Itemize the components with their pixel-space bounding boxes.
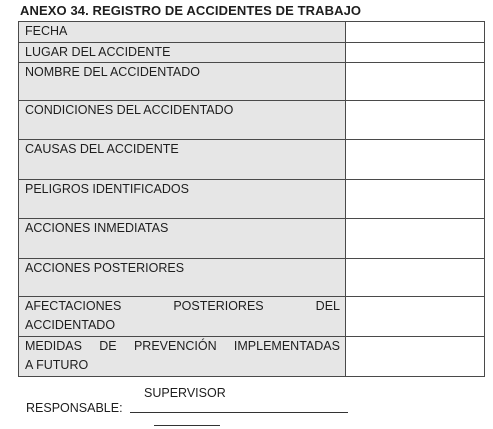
field-label-acciones-inmediatas: ACCIONES INMEDIATAS [19, 219, 346, 259]
label-word: DEL [315, 299, 340, 313]
accident-register-table [18, 21, 485, 377]
field-label-acciones-posteriores: ACCIONES POSTERIORES [19, 259, 346, 297]
label-word: IMPLEMENTADAS [233, 339, 340, 353]
field-value-peligros[interactable] [346, 180, 485, 219]
signature-title: SUPERVISOR [144, 386, 226, 400]
field-value-lugar[interactable] [346, 43, 485, 63]
field-label-condiciones: CONDICIONES DEL ACCIDENTADO [19, 101, 346, 140]
field-value-nombre[interactable] [346, 63, 485, 101]
field-value-fecha[interactable] [346, 22, 485, 43]
signature-label: RESPONSABLE: [26, 401, 123, 415]
field-value-acciones-posteriores[interactable] [346, 259, 485, 297]
field-label-medidas [19, 337, 346, 377]
table-row [19, 219, 485, 259]
field-label-nombre: NOMBRE DEL ACCIDENTADO [19, 63, 346, 101]
field-value-condiciones[interactable] [346, 101, 485, 140]
table-row [19, 101, 485, 140]
label-word: DE [99, 339, 117, 353]
field-label-afectaciones [19, 297, 346, 337]
table-row [19, 180, 485, 219]
table-row [19, 22, 485, 43]
label-word: MEDIDAS [25, 339, 82, 353]
table-row [19, 63, 485, 101]
field-value-causas[interactable] [346, 140, 485, 180]
signature-subline [154, 425, 220, 426]
table-row [19, 140, 485, 180]
label-line-2: A FUTURO [25, 358, 89, 372]
field-value-acciones-inmediatas[interactable] [346, 219, 485, 259]
field-value-afectaciones[interactable] [346, 297, 485, 337]
table-row [19, 43, 485, 63]
field-label-fecha: FECHA [19, 22, 346, 43]
label-line-2: ACCIDENTADO [25, 318, 116, 332]
field-label-causas: CAUSAS DEL ACCIDENTE [19, 140, 346, 180]
field-value-medidas[interactable] [346, 337, 485, 377]
table-row [19, 259, 485, 297]
table-row [19, 297, 485, 337]
table-row [19, 337, 485, 377]
document-title: ANEXO 34. REGISTRO DE ACCIDENTES DE TRABAJO [20, 3, 362, 18]
label-line-1 [25, 297, 340, 316]
label-word: POSTERIORES [173, 299, 264, 313]
signature-line[interactable] [130, 412, 348, 413]
label-line-1 [25, 337, 340, 356]
label-word: AFECTACIONES [25, 299, 122, 313]
label-word: PREVENCIÓN [133, 339, 217, 353]
field-label-peligros: PELIGROS IDENTIFICADOS [19, 180, 346, 219]
field-label-lugar: LUGAR DEL ACCIDENTE [19, 43, 346, 63]
